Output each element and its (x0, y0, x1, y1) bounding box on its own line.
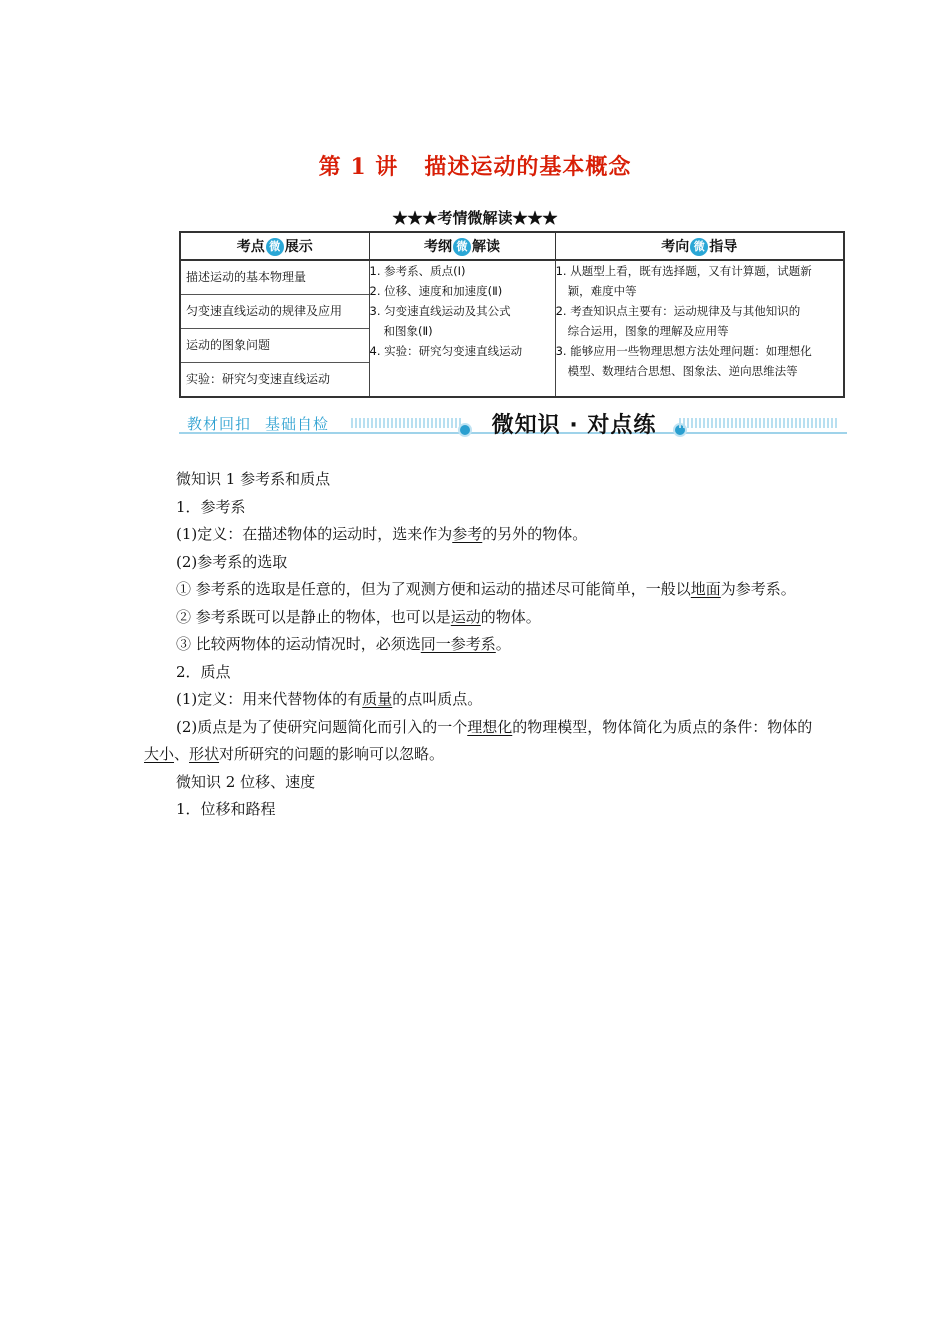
guidance-item: 3. 能够应用一些物理思想方法处理问题：如理想化 (555, 344, 812, 358)
subsection-heading: 1．参考系 (176, 497, 246, 516)
wei-badge-icon: 微 (266, 238, 284, 256)
syllabus-item: 1. 参考系、质点(Ⅰ) (369, 264, 466, 278)
paragraph: (2)参考系的选取 (176, 552, 288, 571)
lesson-topic: 描述运动的基本概念 (424, 154, 632, 180)
paragraph: ① 参考系的选取是任意的，但为了观测方便和运动的描述尽可能简单，一般以地面为参考系。 (176, 580, 796, 598)
guidance-item-cont: 模型、数理结合思想、图象法、逆向思维法等 (567, 364, 798, 378)
lesson-number: 第 1 讲 (318, 154, 399, 180)
syllabus-item: 2. 位移、速度和加速度(Ⅱ) (369, 284, 503, 298)
syllabus-cell (369, 260, 555, 397)
answer-blank: 参考 (452, 525, 483, 543)
answer-blank: 质量 (362, 690, 393, 708)
syllabus-item: 3. 匀变速直线运动及其公式 (369, 304, 511, 318)
wei-badge-icon: 微 (690, 238, 708, 256)
guidance-item: 1. 从题型上看，既有选择题，又有计算题，试题新 (555, 264, 812, 278)
header-syllabus: 考纲 微 解读 (369, 232, 555, 260)
subsection-heading: 1．位移和路程 (176, 800, 276, 818)
answer-blank: 同一参考系 (420, 635, 496, 653)
syllabus-item: 4. 实验：研究匀变速直线运动 (369, 344, 523, 358)
section-banner (179, 404, 847, 444)
key-point-item: 实验：研究匀变速直线运动 (186, 372, 331, 386)
banner-title: 微知识 · 对点练 (491, 413, 657, 438)
section-heading: 微知识 2 位移、速度 (176, 772, 316, 791)
key-point-item: 描述运动的基本物理量 (181, 261, 369, 295)
answer-blank: 大小 (144, 745, 175, 763)
answer-blank: 形状 (189, 745, 220, 763)
paragraph: (1)定义：在描述物体的运动时，选来作为参考的另外的物体。 (176, 525, 588, 543)
guidance-item: 2. 考查知识点主要有：运动规律及与其他知识的 (555, 304, 801, 318)
key-point-item: 运动的图象问题 (181, 329, 369, 363)
header-key-points: 考点 微 展示 (180, 232, 369, 260)
guidance-cell (555, 260, 844, 397)
guidance-item-cont: 颖，难度中等 (567, 284, 637, 298)
answer-blank: 理想化 (467, 717, 513, 736)
section-heading: 微知识 1 参考系和质点 (176, 470, 331, 488)
exam-analysis-heading: ★★★考情微解读★★★ (392, 209, 558, 227)
answer-blank: 运动 (450, 607, 481, 626)
paragraph: (2)质点是为了使研究问题简化而引入的一个理想化的物理模型，物体简化为质点的条件：物体的大小、形状对所研究的问题的影响可以忽略。 (144, 717, 813, 763)
subsection-heading: 2．质点 (176, 662, 231, 681)
syllabus-item-cont: 和图象(Ⅱ) (383, 324, 433, 338)
wei-badge-icon: 微 (453, 238, 471, 256)
content-body (144, 466, 814, 824)
lesson-title (0, 150, 950, 181)
header-guidance: 考向 微 指导 (555, 232, 844, 260)
banner-stripes (679, 418, 839, 428)
exam-analysis-table (179, 231, 845, 398)
banner-dot-icon (458, 423, 472, 437)
banner-left-label: 教材回扣 基础自检 (187, 415, 330, 433)
answer-blank: 地面 (690, 580, 721, 598)
paragraph: ③ 比较两物体的运动情况时，必须选同一参考系。 (176, 635, 511, 653)
paragraph: ② 参考系既可以是静止的物体，也可以是运动的物体。 (176, 607, 541, 626)
key-points-cell (180, 260, 369, 397)
key-point-item: 匀变速直线运动的规律及应用 (181, 295, 369, 329)
banner-stripes (351, 418, 461, 428)
paragraph: (1)定义：用来代替物体的有质量的点叫质点。 (176, 690, 483, 708)
guidance-item-cont: 综合运用，图象的理解及应用等 (567, 324, 729, 338)
